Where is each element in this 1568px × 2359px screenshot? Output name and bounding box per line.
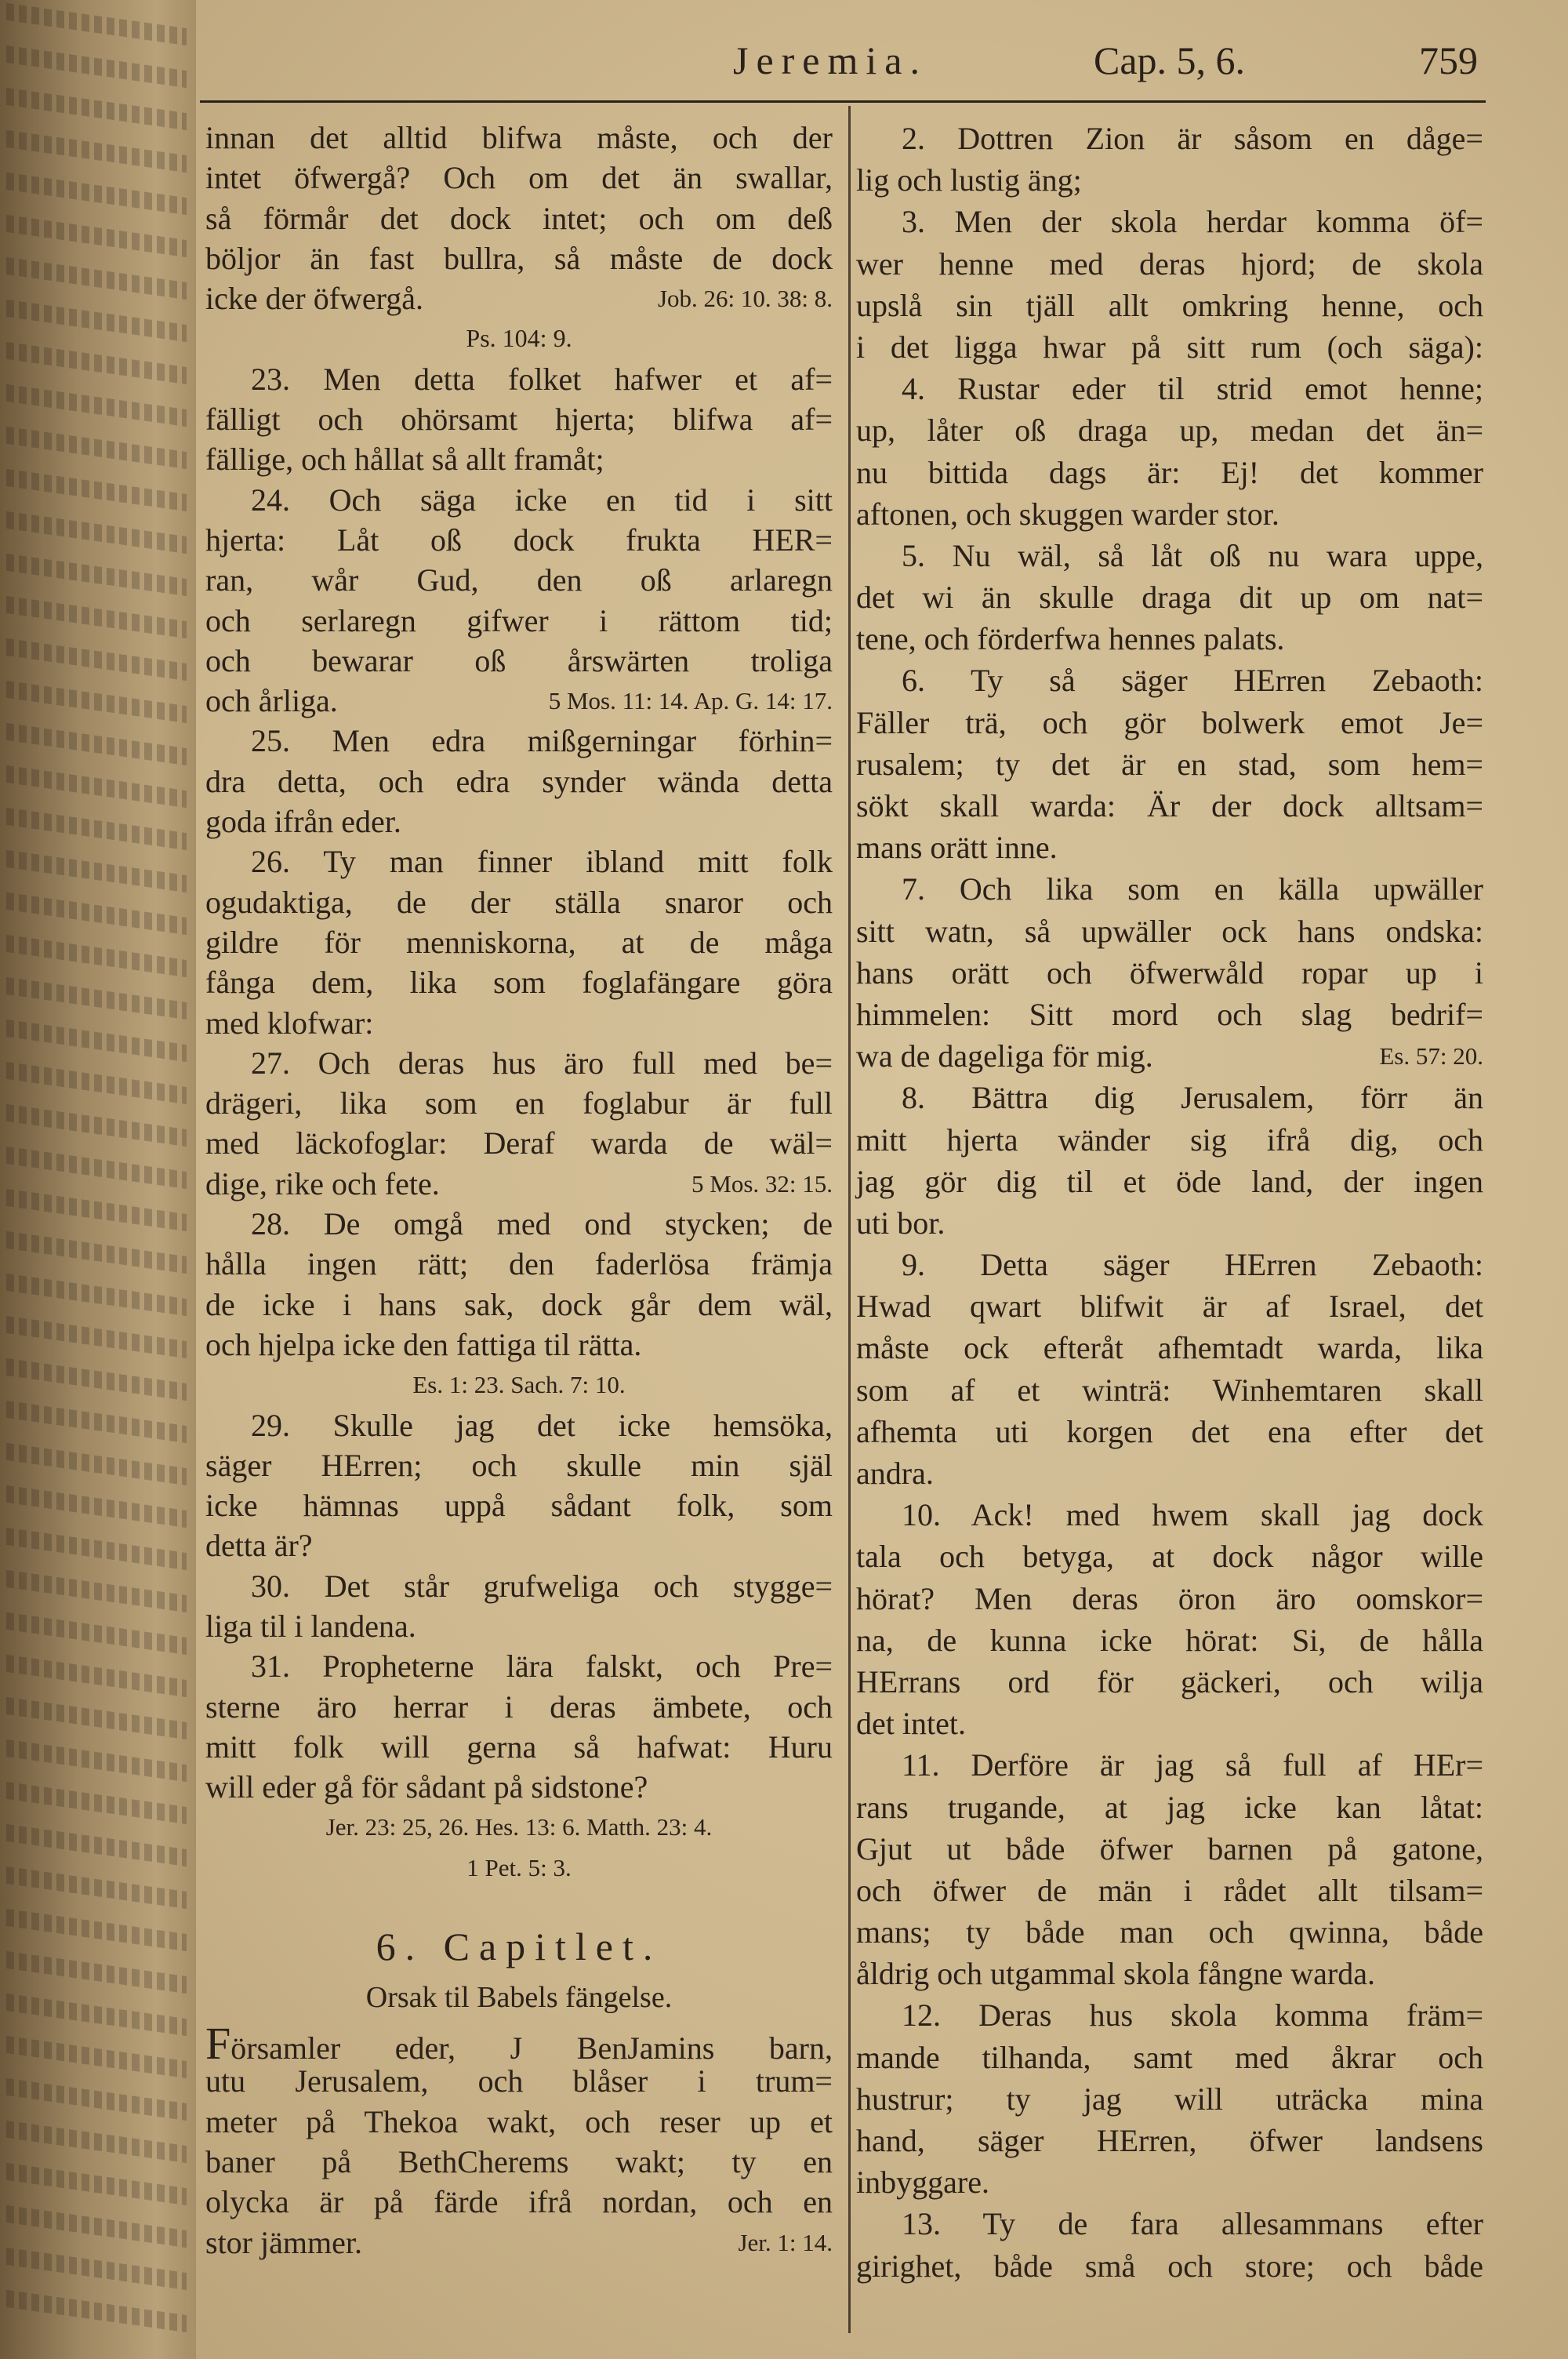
text-line [856, 702, 1483, 743]
facing-page-text-fragment [6, 1782, 187, 1824]
line-text: na, de kunna icke hörat: Si, de hålla [856, 1622, 1483, 1658]
line-text: och årliga. [205, 683, 338, 719]
facing-page-text-fragment [6, 1062, 187, 1104]
text-line [205, 1767, 833, 1807]
line-text: mande tilhanda, samt med åkrar och [856, 2039, 1483, 2075]
line-text: 6. Ty så säger HErren Zebaoth: [902, 663, 1483, 699]
facing-page-text-fragment [6, 2036, 187, 2078]
line-text: 7. Och lika som en källa upwäller [902, 871, 1483, 907]
text-line [205, 2102, 833, 2142]
line-text: 25. Men edra mißgerningar förhin= [251, 723, 833, 759]
line-text: stor jämmer. [205, 2224, 362, 2260]
left-verses [205, 118, 833, 1888]
line-text: 24. Och säga icke en tid i sitt [251, 482, 833, 518]
facing-page-text-fragment [6, 427, 187, 469]
line-text: ran, wår Gud, den oß arlaregn [205, 562, 833, 598]
text-line [856, 743, 1483, 785]
text-line [856, 1578, 1483, 1619]
facing-page-text-fragment [6, 1697, 187, 1739]
facing-page-text-fragment [6, 1612, 187, 1655]
line-text: i det ligga hwar på sitt rum (och säga): [856, 329, 1483, 365]
facing-page-text-fragment [6, 342, 187, 384]
text-line [856, 1661, 1483, 1703]
text-line [205, 1525, 833, 1565]
line-text: måste ock efteråt afhemtadt warda, lika [856, 1330, 1483, 1366]
text-line [856, 159, 1483, 201]
facing-page-text-fragment [6, 1147, 187, 1189]
text-line [205, 278, 833, 318]
text-line [856, 409, 1483, 451]
facing-page-text-fragment [6, 935, 187, 977]
line-text: 27. Och deras hus äro full med be= [251, 1045, 833, 1081]
facing-page-text-fragment [6, 808, 187, 850]
text-line [856, 201, 1483, 242]
facing-page-text-fragment [6, 173, 187, 215]
line-text: aftonen, och skuggen warder stor. [856, 496, 1279, 532]
line-text: det wi än skulle draga dit up om nat= [856, 580, 1483, 616]
line-text: mans; ty både man och qwinna, både [856, 1914, 1483, 1950]
text-line [856, 1994, 1483, 2036]
text-line [856, 1870, 1483, 1911]
line-text: goda ifrån eder. [205, 804, 401, 840]
line-text: innan det alltid blifwa måste, och der [205, 120, 833, 155]
text-line [205, 238, 833, 278]
facing-page-text-fragment [6, 723, 187, 765]
text-line [856, 1744, 1483, 1786]
line-text: olycka är på färde ifrå nordan, och en [205, 2184, 833, 2220]
line-text: så förmår det dock intet; och om deß [205, 200, 833, 236]
scripture-reference: 5 Mos. 11: 14. Ap. G. 14: 17. [548, 687, 833, 715]
text-line [205, 480, 833, 520]
facing-page-text-fragment [6, 2163, 187, 2205]
facing-page-text-fragment [6, 765, 187, 808]
line-text: de icke i hans sak, dock går dem wäl, [205, 1286, 833, 1322]
facing-page-text-fragment [6, 511, 187, 554]
facing-page-text-fragment [6, 596, 187, 638]
line-text: Fäller trä, och gör bolwerk emot Je= [856, 704, 1483, 740]
facing-page-text-fragment [6, 1655, 187, 1697]
line-text: 5. Nu wäl, så låt oß nu wara uppe, [902, 537, 1483, 573]
text-line [856, 1787, 1483, 1828]
text-line [205, 1445, 833, 1485]
facing-page-text-fragment [6, 3, 187, 45]
text-line [856, 452, 1483, 493]
line-text: och öfwer de män i rådet allt tilsam= [856, 1872, 1483, 1908]
text-line [205, 962, 833, 1002]
line-text: det intet. [856, 1706, 966, 1742]
facing-page-text-fragment [6, 2248, 187, 2290]
text-line [205, 1285, 833, 1325]
line-text: och bewarar oß årswärten troliga [205, 642, 833, 678]
text-line [856, 1035, 1483, 1077]
facing-page-text-fragment [6, 1189, 187, 1231]
chapter-reference: Cap. 5, 6. [1094, 38, 1246, 82]
line-text: wer henne med deras hjord; de skola [856, 245, 1483, 282]
text-line [856, 326, 1483, 368]
text-line [856, 1703, 1483, 1744]
text-line [856, 1953, 1483, 1994]
text-line [856, 785, 1483, 827]
line-text: fälligt och ohörsamt hjerta; blifwa af= [205, 402, 833, 438]
line-text: baner på BethCherems wakt; ty en [205, 2143, 833, 2179]
line-text: up, låter oß draga up, medan det än= [856, 413, 1483, 449]
line-text: rans trugande, at jag icke kan låtat: [856, 1789, 1483, 1825]
line-text: drägeri, lika som en foglabur är full [205, 1085, 833, 1121]
facing-page-text-fragment [6, 1866, 187, 1909]
text-line [856, 1119, 1483, 1161]
text-line [205, 2061, 833, 2101]
text-line [856, 1369, 1483, 1411]
text-line [856, 285, 1483, 326]
chapter-verses [205, 2018, 833, 2263]
line-text: och serlaregn gifwer i rättom tid; [205, 602, 833, 638]
text-line [205, 2142, 833, 2182]
text-line [205, 1003, 833, 1043]
line-text: ogudaktiga, de der ställa snaror och [205, 884, 833, 920]
scripture-reference: Job. 26: 10. 38: 8. [657, 285, 833, 313]
text-line [205, 2182, 833, 2222]
line-text: 29. Skulle jag det icke hemsöka, [251, 1407, 833, 1443]
line-text: säger HErren; och skulle min själ [205, 1447, 833, 1483]
text-line [856, 368, 1483, 409]
line-text: nu bittida dags är: Ej! det kommer [856, 454, 1483, 490]
facing-page-text-fragment [6, 215, 187, 257]
text-line [205, 801, 833, 841]
text-line [205, 318, 833, 358]
line-text: uti bor. [856, 1205, 946, 1241]
text-line [856, 2245, 1483, 2287]
text-line [205, 439, 833, 479]
right-column [856, 118, 1483, 2287]
facing-page-text-fragment [6, 1358, 187, 1401]
facing-page-text-fragment [6, 1401, 187, 1443]
facing-page-text-fragment [6, 1020, 187, 1062]
facing-page-edge [0, 0, 196, 2359]
line-text: upslå sin tjäll allt omkring henne, och [856, 287, 1483, 323]
text-line [205, 721, 833, 761]
page-header [200, 31, 1486, 94]
line-text: jag gör dig til et öde land, der ingen [856, 1163, 1483, 1199]
right-verses [856, 118, 1483, 2287]
text-line [205, 1687, 833, 1727]
text-line [856, 1828, 1483, 1870]
facing-page-text-fragment [6, 850, 187, 892]
text-line [205, 399, 833, 439]
scripture-reference: 5 Mos. 32: 15. [691, 1169, 833, 1198]
line-text: 2. Dottren Zion är såsom en dåge= [902, 121, 1483, 156]
facing-page-text-fragment [6, 257, 187, 300]
line-text: åldrig och utgammal skola fångne warda. [856, 1956, 1375, 1992]
facing-page-text-fragment [6, 1443, 187, 1485]
line-text: Församler eder, J BenJamins barn, [205, 2018, 833, 2070]
facing-page-text-fragment [6, 2290, 187, 2332]
facing-page-text-fragment [6, 1485, 187, 1528]
text-line [205, 1043, 833, 1083]
line-text: Gjut ut både öfwer barnen på gatone, [856, 1830, 1483, 1866]
text-line [856, 952, 1483, 994]
text-line [205, 2223, 833, 2263]
line-text: och hjelpa icke den fattiga til rätta. [205, 1326, 642, 1362]
running-title: Jeremia. [733, 38, 927, 82]
line-text: mitt hjerta wänder sig ifrå dig, och [856, 1121, 1483, 1158]
line-text: intet öfwergå? Och om det än swallar, [205, 160, 833, 196]
text-line [205, 641, 833, 681]
line-text: 9. Detta säger HErren Zebaoth: [902, 1247, 1483, 1283]
text-line [205, 601, 833, 641]
line-text: HErrans ord för gäckeri, och wilja [856, 1663, 1483, 1699]
facing-page-text-fragment [6, 1274, 187, 1316]
text-line [856, 1536, 1483, 1577]
text-line [856, 1077, 1483, 1118]
line-text: Es. 1: 23. Sach. 7: 10. [412, 1371, 626, 1399]
text-line [205, 1848, 833, 1888]
text-line [205, 761, 833, 801]
facing-page-text-fragment [6, 2078, 187, 2121]
text-line [856, 994, 1483, 1035]
text-line [205, 1566, 833, 1606]
text-line [205, 520, 833, 560]
line-text: 11. Derföre är jag så full af HEr= [902, 1747, 1483, 1783]
line-text: wa de dageliga för mig. [856, 1038, 1153, 1074]
line-text: 3. Men der skola herdar komma öf= [902, 204, 1483, 240]
line-text: dra detta, och edra synder wända detta [205, 763, 833, 799]
text-line [856, 827, 1483, 868]
line-text: hjerta: Låt oß dock frukta HER= [205, 522, 833, 558]
text-line [856, 493, 1483, 535]
text-line [856, 1285, 1483, 1327]
text-line [205, 841, 833, 881]
text-line [856, 1411, 1483, 1452]
line-text: med läckofoglar: Deraf warda de wäl= [205, 1125, 833, 1161]
text-line [205, 1123, 833, 1163]
line-text: 10. Ack! med hwem skall jag dock [902, 1497, 1483, 1533]
facing-page-text-fragment [6, 2205, 187, 2248]
line-text: icke der öfwergå. [205, 281, 424, 317]
line-text: dige, rike och fete. [205, 1165, 440, 1201]
line-text: 28. De omgå med ond stycken; de [251, 1206, 833, 1242]
header-rule [200, 100, 1486, 103]
line-text: sterne äro herrar i deras ämbete, och [205, 1688, 833, 1725]
facing-page-text-fragment [6, 1528, 187, 1570]
chapter-heading: 6. Capitlet. [376, 1925, 662, 1969]
text-line [856, 1619, 1483, 1661]
line-text: inbyggare. [856, 2165, 989, 2201]
text-line [856, 1161, 1483, 1202]
line-text: med klofwar: [205, 1005, 374, 1041]
text-line [856, 2161, 1483, 2203]
facing-page-text-fragment [6, 300, 187, 342]
text-line [856, 535, 1483, 576]
facing-page-text-fragment [6, 892, 187, 935]
line-text: liga til i landena. [205, 1608, 416, 1644]
text-line [856, 660, 1483, 701]
facing-page-text-fragment [6, 1570, 187, 1612]
line-text: hålla ingen rätt; den faderlösa främja [205, 1246, 833, 1282]
line-text: Ps. 104: 9. [466, 324, 572, 353]
text-line [205, 1083, 833, 1123]
line-text: lig och lustig äng; [856, 162, 1082, 198]
line-text: som af et winträ: Winhemtaren skall [856, 1372, 1483, 1408]
line-text: utu Jerusalem, och blåser i trum= [205, 2063, 833, 2099]
line-text: gildre för menniskorna, at de måga [205, 924, 833, 960]
text-line [205, 1204, 833, 1244]
facing-page-text-fragment [6, 1824, 187, 1866]
text-line [856, 618, 1483, 660]
text-line [205, 1244, 833, 1284]
line-text: böljor än fast bullra, så måste de dock [205, 240, 833, 276]
facing-page-text-fragment [6, 1316, 187, 1358]
left-column [205, 118, 833, 2263]
facing-page-text-fragment [6, 2121, 187, 2163]
line-text: detta är? [205, 1528, 313, 1564]
text-line [856, 911, 1483, 952]
line-text: 31. Propheterne lära falskt, och Pre= [251, 1648, 833, 1685]
text-line [205, 1485, 833, 1525]
line-text: mans orätt inne. [856, 830, 1058, 866]
facing-page-text-fragment [6, 1951, 187, 1994]
line-text: hustrur; ty jag will uträcka mina [856, 2081, 1483, 2117]
line-text: fällige, och hållat så allt framåt; [205, 442, 604, 478]
text-line [205, 118, 833, 158]
line-text: 13. Ty de fara allesammans efter [902, 2206, 1483, 2242]
line-text: fånga dem, lika som foglafängare göra [205, 965, 833, 1001]
text-line [205, 1325, 833, 1365]
text-line [856, 118, 1483, 159]
line-text: 30. Det står grufweliga och stygge= [251, 1568, 833, 1604]
text-line [856, 1911, 1483, 1953]
text-line [856, 243, 1483, 285]
text-line [856, 2037, 1483, 2078]
line-text: 4. Rustar eder til strid emot henne; [902, 371, 1483, 407]
text-line [205, 1405, 833, 1445]
facing-page-text-fragment [6, 1994, 187, 2036]
facing-page-text-fragment [6, 977, 187, 1020]
text-line [856, 2120, 1483, 2161]
line-text: andra. [856, 1456, 934, 1491]
text-line [856, 1452, 1483, 1494]
line-text: Hwad qwart blifwit är af Israel, det [856, 1289, 1483, 1325]
text-line [856, 868, 1483, 910]
facing-page-text-fragment [6, 681, 187, 723]
line-text: hörat? Men deras öron äro oomskor= [856, 1580, 1483, 1616]
line-text: 12. Deras hus skola komma främ= [902, 1997, 1483, 2034]
text-line [856, 1202, 1483, 1244]
line-text: afhemta uti korgen det ena efter det [856, 1413, 1483, 1449]
text-line [205, 1365, 833, 1405]
facing-page-text-fragment [6, 1909, 187, 1951]
text-line [205, 1727, 833, 1767]
text-line [205, 1606, 833, 1646]
line-text: himmelen: Sitt mord och slag bedrif= [856, 996, 1483, 1032]
text-line [856, 2078, 1483, 2120]
line-text: icke hämnas uppå sådant folk, som [205, 1488, 833, 1524]
text-line [205, 1807, 833, 1847]
facing-page-text-fragment [6, 1739, 187, 1782]
facing-page-text-fragment [6, 130, 187, 173]
facing-page-text-fragment [6, 88, 187, 130]
text-line [205, 198, 833, 238]
line-text: sökt skall warda: Är der dock alltsam= [856, 788, 1483, 823]
line-text: rusalem; ty det är en stad, som hem= [856, 746, 1483, 782]
line-text: sitt watn, så upwäller ock hans ondska: [856, 913, 1483, 949]
text-line [856, 1244, 1483, 1285]
page-number: 759 [1419, 38, 1478, 82]
column-divider [848, 106, 851, 2333]
line-text: 23. Men detta folket hafwer et af= [251, 361, 833, 397]
line-text: 26. Ty man finner ibland mitt folk [251, 844, 833, 880]
text-line [856, 2203, 1483, 2245]
line-text: tene, och förderfwa hennes palats. [856, 621, 1285, 657]
facing-page-text-fragment [6, 1104, 187, 1147]
line-text: Jer. 23: 25, 26. Hes. 13: 6. Matth. 23: 4. [325, 1813, 713, 1841]
line-text: hans orätt och öfwerwåld ropar up i [856, 954, 1483, 990]
text-line [856, 1327, 1483, 1369]
facing-page-text-fragment [6, 384, 187, 427]
facing-page-text-fragment [6, 554, 187, 596]
scripture-reference: Es. 57: 20. [1379, 1042, 1483, 1070]
line-text: 1 Pet. 5: 3. [466, 1853, 572, 1881]
facing-page-text-fragment [6, 638, 187, 681]
facing-page-text-fragment [6, 1231, 187, 1274]
text-line [205, 1646, 833, 1686]
text-line [205, 560, 833, 600]
line-text: hand, säger HErren, öfwer landsens [856, 2123, 1483, 2158]
text-line [205, 922, 833, 962]
line-text: will eder gå för sådant på sidstone? [205, 1769, 648, 1805]
line-text: 8. Bättra dig Jerusalem, förr än [902, 1080, 1483, 1116]
text-line [205, 158, 833, 198]
scripture-reference: Jer. 1: 14. [738, 2228, 833, 2256]
line-text: mitt folk will gerna så hafwat: Huru [205, 1728, 833, 1765]
text-line [205, 882, 833, 922]
text-line [856, 576, 1483, 618]
facing-page-text-fragment [6, 45, 187, 88]
text-line [205, 359, 833, 399]
text-line [205, 1164, 833, 1204]
facing-page-text-fragment [6, 469, 187, 511]
text-line [205, 2018, 833, 2070]
line-text: girighet, både små och store; och både [856, 2248, 1483, 2284]
line-text: meter på Thekoa wakt, och reser up et [205, 2103, 833, 2139]
chapter-summary: Orsak til Babels fängelse. [365, 1981, 673, 2015]
text-line [205, 681, 833, 721]
line-text: tala och betyga, at dock någor wille [856, 1539, 1483, 1575]
text-line [856, 1494, 1483, 1536]
